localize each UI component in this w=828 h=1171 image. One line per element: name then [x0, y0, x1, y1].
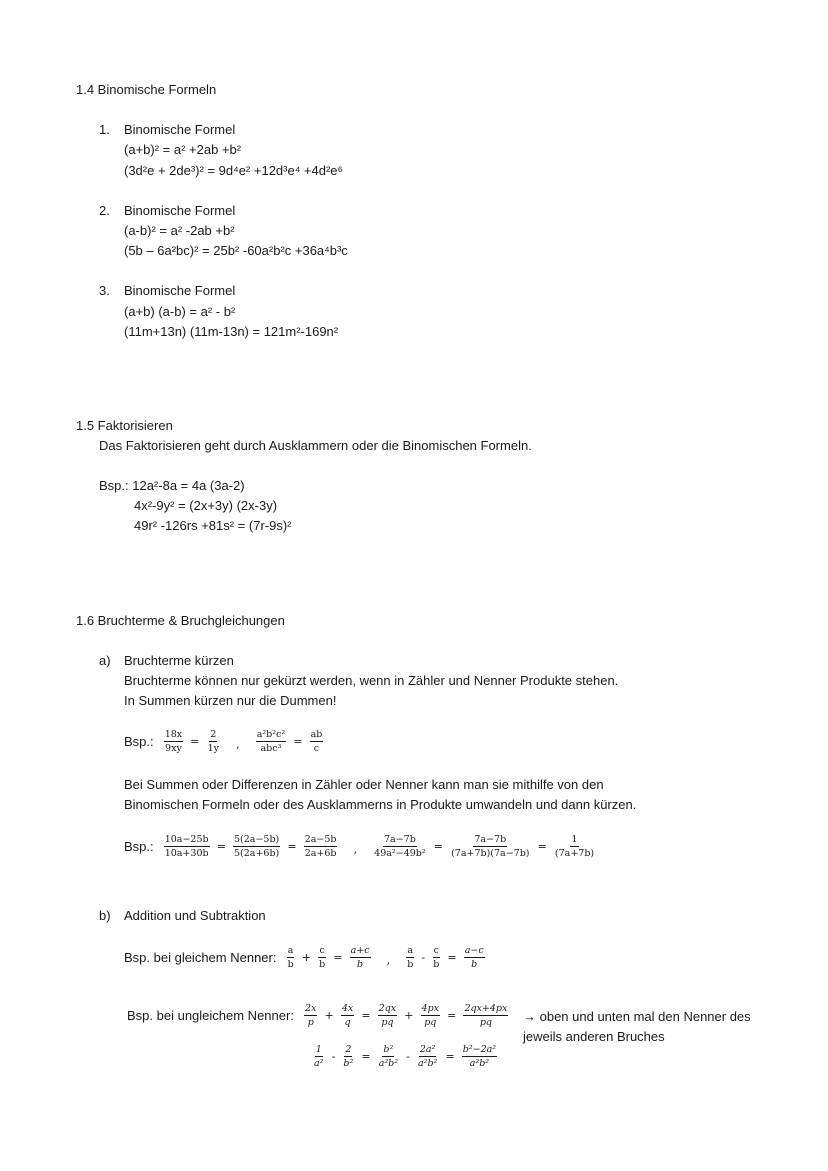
annotation-note: → oben und unten mal den Nenner des — [523, 1009, 751, 1024]
paragraph: Bei Summen oder Differenzen in Zähler oder Nenner kann man sie mithilfe von den — [124, 777, 604, 792]
fraction: $\frac{2x}{p}$ — [305, 1003, 317, 1028]
fraction: $\frac{2a-5b}{2a+6b}$ — [304, 834, 337, 859]
example-label: Bsp. bei gleichem Nenner: — [124, 950, 277, 965]
formula: (a-b)² = a² -2ab +b² — [124, 223, 235, 238]
fraction: $\frac{\text{a²b²c²}}{\text{abc³}}$ — [256, 729, 286, 754]
fraction: $\frac{a}{b}$ — [407, 945, 414, 970]
annotation-note: jeweils anderen Bruches — [523, 1029, 665, 1044]
list-item-title: Binomische Formel — [124, 122, 236, 137]
subsection-title: Bruchterme kürzen — [124, 653, 234, 668]
example-label: Bsp.: — [124, 839, 154, 854]
fraction: $\frac{4x}{q}$ — [341, 1003, 354, 1028]
different-denominator-example-1: Bsp. bei ungleichem Nenner: $\frac{2x}{p}$ + $\frac{4x}{q}$ = $\frac{2qx}{pq}$ + $\frac{4px}{pq}$ = $\frac{2qx+4px}{pq}$ — [127, 1003, 508, 1028]
example-label: Bsp. bei ungleichem Nenner: — [127, 1008, 294, 1023]
formula: (a+b) (a-b) = a² - b² — [124, 304, 236, 319]
fraction: $\frac{\text{2a²}}{\text{a²b²}}$ — [417, 1044, 438, 1069]
different-denominator-example-2: $\frac{1}{\text{a²}}$ - $\frac{2}{\text{b²}}$ = $\frac{\text{b²}}{\text{a²b²}}$ - $\frac{\text{2a²}}{\text{a²b²}}$ = $\frac{\text{b²−2a²}}{\text{a²b²}}$ — [314, 1044, 497, 1069]
fraction: $\frac{\text{b²}}{\text{a²b²}}$ — [378, 1044, 399, 1069]
formula-example: (11m+13n) (11m-13n) = 121m²-169n² — [124, 324, 339, 339]
fraction-example-2: Bsp.: $\frac{10a-25b}{10a+30b}$ = $\frac{5(2a-5b)}{5(2a+6b)}$ = $\frac{2a-5b}{2a+6b}$ , $\frac{7a-7b}{\text{49a²−49b²}}$ = $\frac{7a-7b}{(7a+7b)(7a-7b)}$ = $\frac{1}{(7a+7b)}$ — [124, 834, 595, 859]
section-heading-1-6: 1.6 Bruchterme & Bruchgleichungen — [76, 613, 285, 628]
list-number: 1. — [99, 122, 110, 137]
fraction-example-1: Bsp.: $\frac{18x}{9xy}$ = $\frac{2}{1y}$ , $\frac{\text{a²b²c²}}{\text{abc³}}$ = $\frac{ab}{c}$ — [124, 729, 323, 754]
fraction: $\frac{1}{\text{a²}}$ — [314, 1044, 324, 1069]
fraction: $\frac{18x}{9xy}$ — [164, 729, 183, 754]
fraction: $\frac{c}{b}$ — [433, 945, 440, 970]
fraction: $\frac{4px}{pq}$ — [421, 1003, 440, 1028]
formula: (a+b)² = a² +2ab +b² — [124, 142, 242, 157]
fraction: $\frac{5(2a-5b)}{5(2a+6b)}$ — [234, 834, 280, 859]
example-line: 49r² -126rs +81s² = (7r-9s)² — [134, 518, 292, 533]
fraction: $\frac{ab}{c}$ — [310, 729, 323, 754]
fraction: $\frac{7a-7b}{\text{49a²−49b²}}$ — [374, 834, 426, 859]
list-number: 3. — [99, 283, 110, 298]
fraction: $\frac{2}{\text{b²}}$ — [343, 1044, 354, 1069]
paragraph: Binomischen Formeln oder des Ausklammerns in Produkte umwandeln und dann kürzen. — [124, 797, 637, 812]
fraction: $\frac{1}{(7a+7b)}$ — [554, 834, 595, 859]
list-marker: b) — [99, 908, 111, 923]
paragraph: Das Faktorisieren geht durch Ausklammern oder die Binomischen Formeln. — [99, 438, 532, 453]
paragraph: In Summen kürzen nur die Dummen! — [124, 693, 337, 708]
fraction: $\frac{\text{b²−2a²}}{\text{a²b²}}$ — [462, 1044, 497, 1069]
fraction: $\frac{a}{b}$ — [287, 945, 294, 970]
example-line: 4x²-9y² = (2x+3y) (2x-3y) — [134, 498, 278, 513]
list-item-title: Binomische Formel — [124, 283, 236, 298]
fraction: $\frac{c}{b}$ — [319, 945, 326, 970]
list-item-title: Binomische Formel — [124, 203, 236, 218]
fraction: $\frac{2}{1y}$ — [207, 729, 219, 754]
formula-example: (3d²e + 2de³)² = 9d⁴e² +12d³e⁴ +4d²e⁶ — [124, 163, 343, 178]
paragraph: Bruchterme können nur gekürzt werden, wenn in Zähler und Nenner Produkte stehen. — [124, 673, 619, 688]
formula-example: (5b – 6a²bc)² = 25b² -60a²b²c +36a⁴b³c — [124, 243, 348, 258]
example-line: Bsp.: 12a²-8a = 4a (3a-2) — [99, 478, 245, 493]
same-denominator-example: Bsp. bei gleichem Nenner: $\frac{a}{b}$ + $\frac{c}{b}$ = $\frac{a+c}{b}$ , $\frac{a}{b}$ - $\frac{c}{b}$ = $\frac{a-c}{b}$ — [124, 945, 484, 970]
subsection-title: Addition und Subtraktion — [124, 908, 266, 923]
fraction: $\frac{2qx}{pq}$ — [378, 1003, 397, 1028]
fraction: $\frac{10a-25b}{10a+30b}$ — [164, 834, 209, 859]
section-heading-1-5: 1.5 Faktorisieren — [76, 418, 173, 433]
fraction: $\frac{a+c}{b}$ — [350, 945, 370, 970]
fraction: $\frac{2qx+4px}{pq}$ — [464, 1003, 508, 1028]
fraction: $\frac{7a-7b}{(7a+7b)(7a-7b)}$ — [451, 834, 530, 859]
list-marker: a) — [99, 653, 111, 668]
example-label: Bsp.: — [124, 734, 154, 749]
fraction: $\frac{a-c}{b}$ — [464, 945, 484, 970]
list-number: 2. — [99, 203, 110, 218]
section-heading-1-4: 1.4 Binomische Formeln — [76, 82, 217, 97]
